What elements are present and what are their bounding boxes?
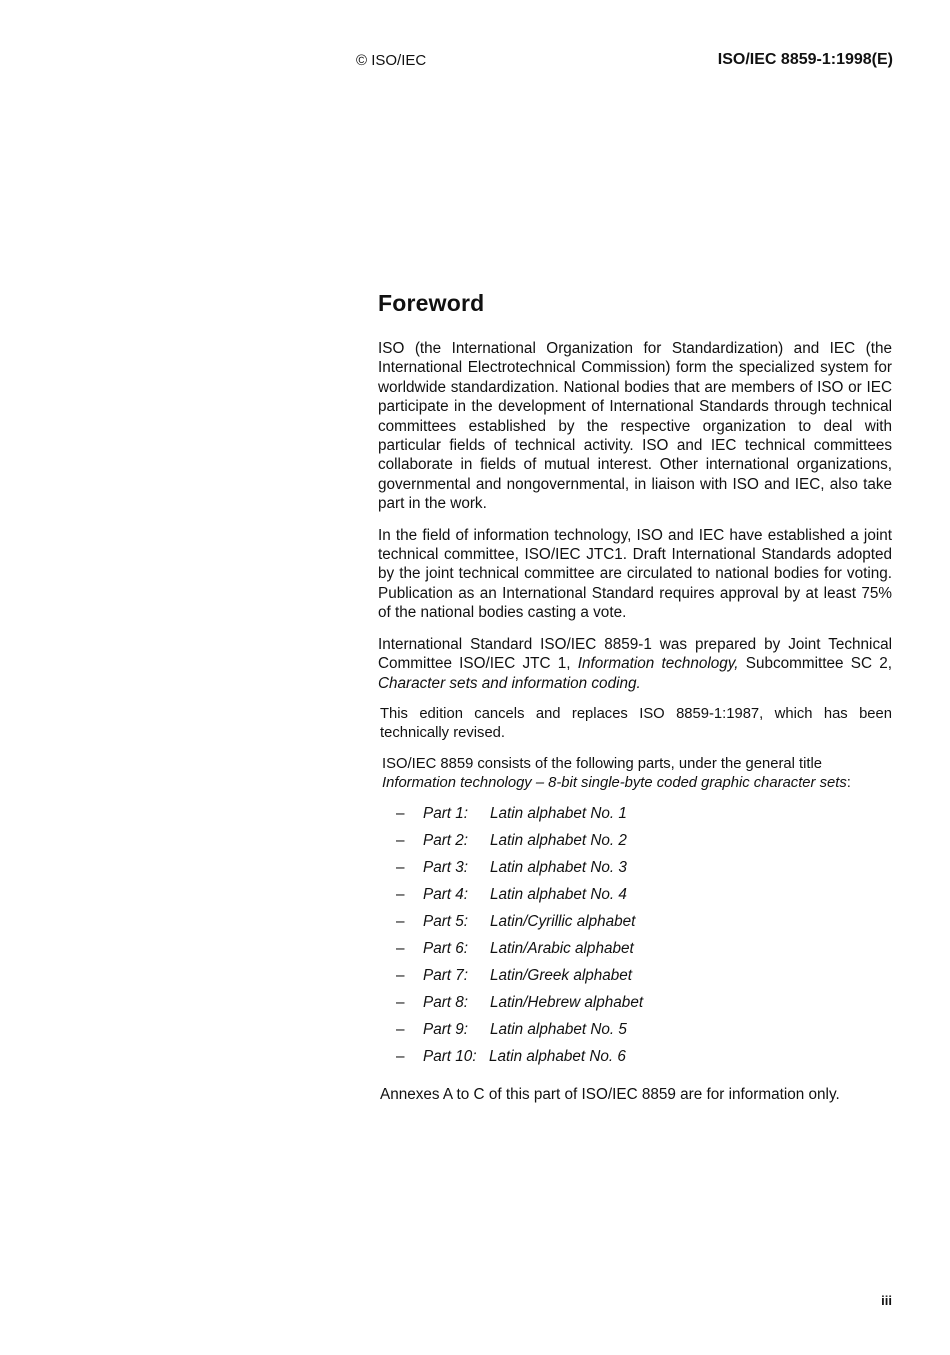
parts-list [378, 800, 892, 1070]
part-label: Part 9: [423, 1020, 469, 1038]
page-title: Foreword [378, 290, 485, 316]
list-item [378, 935, 892, 962]
list-item [378, 1016, 892, 1043]
list-dash: – [396, 1047, 405, 1065]
list-dash: – [396, 912, 405, 930]
part-title: Latin alphabet No. 6 [489, 1047, 626, 1065]
prepared-by-subcommittee: Subcommittee SC 2, [738, 655, 892, 673]
list-item [378, 962, 892, 989]
part-title: Latin alphabet No. 3 [490, 858, 627, 876]
part-title: Latin alphabet No. 4 [490, 885, 627, 903]
part-label: Part 6: [423, 939, 469, 957]
part-title: Latin/Hebrew alphabet [490, 993, 644, 1011]
part-label: Part 3: [423, 858, 469, 876]
part-title: Latin/Arabic alphabet [490, 939, 634, 957]
part-title: Latin alphabet No. 5 [490, 1020, 627, 1038]
parts-general-title: Information technology – 8-bit single-byte coded graphic character sets [382, 775, 847, 792]
list-dash: – [396, 804, 405, 822]
part-title: Latin alphabet No. 2 [490, 831, 627, 849]
prepared-by-subcommittee-title: Character sets and information coding. [378, 674, 641, 692]
parts-intro-colon: : [846, 775, 851, 792]
paragraph-parts-intro [382, 755, 892, 794]
part-label: Part 1: [423, 804, 469, 822]
list-dash: – [396, 1020, 405, 1038]
list-item [378, 908, 892, 935]
part-label: Part 4: [423, 885, 469, 903]
list-item [378, 800, 892, 827]
paragraph-organizations: ISO (the International Organization for Standardization) and IEC (the International Electrotechnical Commission) form the specialized system for worldwide standardization. National bodies that are members of ISO or IEC participate in the development of International Standards through technical committees established by the respective organization to deal with particular fields of technical activity. ISO and IEC technical committees collaborate in fields of mutual interest. Other international organizations, governmental and nongovernmental, in liaison with ISO and IEC, also take part in the work. [378, 340, 892, 513]
part-label: Part 7: [423, 966, 469, 984]
part-title: Latin/Greek alphabet [490, 966, 633, 984]
list-dash: – [396, 831, 405, 849]
part-label: Part 10: [423, 1047, 477, 1065]
header-document-id: ISO/IEC 8859-1:1998(E) [717, 51, 893, 68]
prepared-by-committee-title: Information technology, [577, 655, 739, 673]
part-label: Part 5: [423, 912, 469, 930]
list-item [378, 989, 892, 1016]
annex-note: Annexes A to C of this part of ISO/IEC 8859 are for information only. [380, 1085, 840, 1103]
foreword-section [378, 290, 892, 1104]
prepared-by-text: International Standard ISO/IEC 8859-1 was prepared by Joint Technical Committee ISO/IEC JTC 1, [378, 635, 892, 673]
part-label: Part 2: [423, 831, 469, 849]
list-dash: – [396, 993, 405, 1011]
paragraph-jtc1: In the field of information technology, ISO and IEC have established a joint technical committee, ISO/IEC JTC1. Draft International Standards adopted by the joint technical committee are circulated to national bodies for voting. Publication as an International Standard requires approval by at least 75% of the national bodies casting a vote. [378, 526, 892, 622]
parts-intro-text: ISO/IEC 8859 consists of the following parts, under the general title [382, 755, 823, 772]
part-title: Latin alphabet No. 1 [490, 804, 627, 822]
list-dash: – [396, 858, 405, 876]
list-dash: – [396, 885, 405, 903]
list-item [378, 827, 892, 854]
list-item [378, 881, 892, 908]
part-title: Latin/Cyrillic alphabet [490, 912, 636, 930]
list-dash: – [396, 966, 405, 984]
paragraph-edition: This edition cancels and replaces ISO 8859-1:1987, which has been technically revised. [380, 705, 892, 742]
list-item [378, 1043, 892, 1070]
part-label: Part 8: [423, 993, 469, 1011]
list-dash: – [396, 939, 405, 957]
list-item [378, 854, 892, 881]
header-copyright: © ISO/IEC [356, 52, 427, 69]
paragraph-prepared-by [378, 635, 892, 693]
page-number: iii [881, 1293, 892, 1308]
